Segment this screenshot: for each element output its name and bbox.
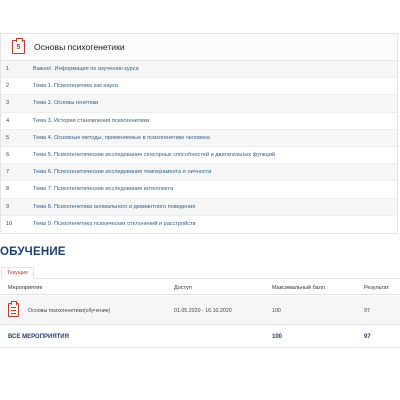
- topic-link[interactable]: Тема 4. Основные методы, применяемые в психогенетике человека: [33, 134, 210, 141]
- course-topic-row[interactable]: [1, 199, 397, 216]
- course-topic-row[interactable]: [1, 216, 397, 233]
- column-access: Доступ: [174, 285, 192, 291]
- topic-number: 5: [6, 134, 10, 141]
- course-topic-row[interactable]: [1, 95, 397, 112]
- course-topic-row[interactable]: [1, 130, 397, 147]
- course-topic-row[interactable]: [1, 61, 397, 78]
- topic-link[interactable]: Тема 3. История становления психогенетики: [33, 117, 149, 124]
- topic-number: 2: [6, 83, 10, 90]
- column-max-score: Максимальный балл: [272, 285, 325, 291]
- event-result: 97: [364, 308, 370, 314]
- tab-current[interactable]: Текущие: [1, 267, 34, 279]
- training-table-header: [0, 282, 400, 295]
- course-title: Основы психогенетики: [34, 42, 125, 52]
- topic-number: 4: [6, 117, 10, 124]
- table-row[interactable]: [0, 296, 400, 325]
- topic-link[interactable]: Тема 7. Психогенетические исследования интеллекта: [33, 186, 174, 193]
- topic-link[interactable]: Тема 8. Психогенетика аномального и девиантного поведения: [33, 203, 196, 210]
- topic-number: 1: [6, 66, 10, 73]
- course-topic-row[interactable]: [1, 164, 397, 181]
- document-icon: 5: [12, 40, 25, 54]
- training-section-title: ОБУЧЕНИЕ: [0, 246, 66, 258]
- topic-number: 10: [6, 221, 13, 228]
- event-access-dates: 01.05.2020 - 16.10.2020: [174, 308, 232, 314]
- training-tabs: [0, 265, 400, 279]
- event-link[interactable]: Основы психогенетики(обучение): [28, 308, 111, 314]
- topic-number: 8: [6, 186, 10, 193]
- topic-link[interactable]: Тема 9. Психогенетика психических отклонений и расстройств: [33, 221, 196, 228]
- column-event: Мероприятие: [8, 285, 43, 291]
- topic-number: 9: [6, 203, 10, 210]
- column-result: Результат: [364, 285, 390, 291]
- course-topic-row[interactable]: [1, 147, 397, 164]
- total-row: [0, 328, 400, 348]
- topic-number: 7: [6, 169, 10, 176]
- topic-link[interactable]: Тема 2. Основы генетики: [33, 100, 99, 107]
- course-topic-row[interactable]: [1, 78, 397, 95]
- event-max-score: 100: [272, 308, 281, 314]
- course-card: [0, 33, 398, 234]
- total-label: ВСЕ МЕРОПРИЯТИЯ: [8, 334, 69, 340]
- course-topic-row[interactable]: [1, 113, 397, 130]
- topic-link[interactable]: Тема 5. Психогенетические исследования сенсорных способностей и двигательных функций: [33, 152, 275, 159]
- total-result: 97: [364, 334, 371, 340]
- total-max-score: 100: [272, 334, 283, 340]
- course-header: [1, 34, 397, 61]
- topic-number: 6: [6, 152, 10, 159]
- topic-number: 3: [6, 100, 10, 107]
- topic-link[interactable]: Тема 1. Психогенетика как наука: [33, 83, 118, 90]
- course-topic-row[interactable]: [1, 181, 397, 198]
- clipboard-icon: [8, 303, 19, 317]
- topic-link[interactable]: Важно!. Информация по изучению курса: [33, 66, 139, 73]
- course-topic-list: [1, 61, 397, 233]
- topic-link[interactable]: Тема 6. Психогенетические исследования темперамента и личности: [33, 169, 212, 176]
